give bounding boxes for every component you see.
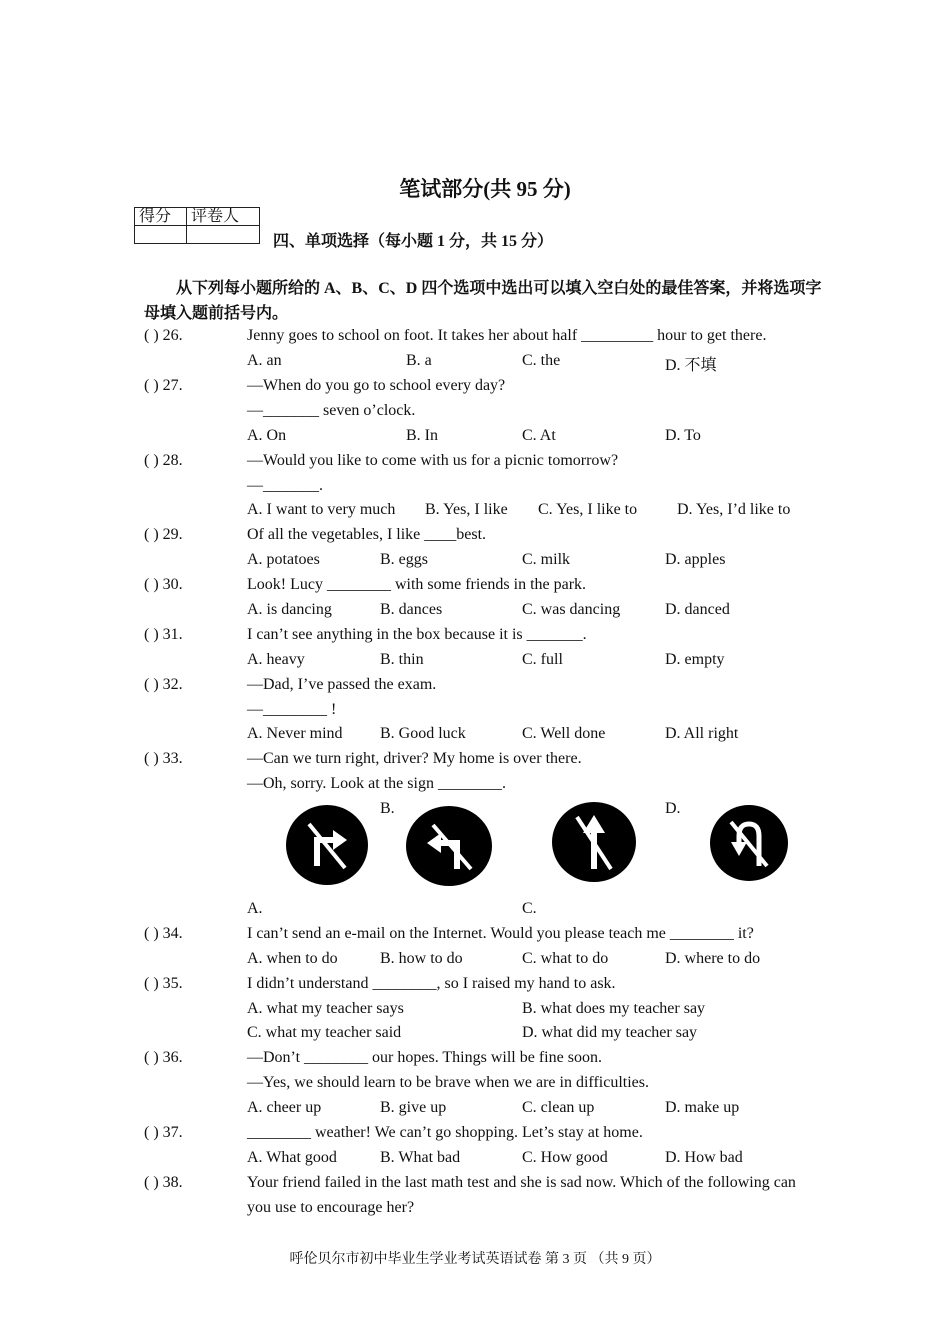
option-c: C. (522, 900, 537, 917)
section-heading: 四、单项选择（每小题 1 分，共 15 分） (273, 233, 554, 250)
option-b: B. how to do (380, 950, 463, 967)
score-table (134, 207, 260, 244)
question-stem: —_______ seven o’clock. (247, 402, 416, 419)
question-stem: —Would you like to come with us for a picnic tomorrow? (247, 452, 619, 469)
option-c: C. milk (522, 551, 571, 568)
option-d: D. (665, 800, 681, 817)
page-footer: 呼伦贝尔市初中毕业生学业考试英语试卷 第 3 页 （共 9 页） (289, 1252, 661, 1267)
option-d: D. empty (665, 651, 725, 668)
option-c: C. the (522, 352, 561, 369)
option-a: A. when to do (247, 950, 338, 967)
option-d: D. All right (665, 725, 739, 742)
option-b: B. Yes, I like (425, 501, 508, 518)
score-label: 得分 (135, 208, 187, 226)
option-a: A. is dancing (247, 601, 332, 618)
question-stem: —Don’t ________ our hopes. Things will be fine soon. (247, 1049, 602, 1066)
option-a: A. potatoes (247, 551, 320, 568)
option-a: A. I want to very much (247, 501, 396, 518)
option-d: D. make up (665, 1099, 740, 1116)
option-b: B. give up (380, 1099, 447, 1116)
question-stem: —Oh, sorry. Look at the sign ________. (247, 775, 506, 792)
option-a: A. an (247, 352, 282, 369)
option-a: A. heavy (247, 651, 305, 668)
question-stem: Your friend failed in the last math test and she is sad now. Which of the following can (247, 1174, 796, 1191)
question-stem: —_______. (247, 477, 323, 494)
option-a: A. what my teacher says (247, 1000, 404, 1017)
question-number: ( ) 29. (144, 526, 183, 543)
option-d: D. danced (665, 601, 730, 618)
option-a: A. Never mind (247, 725, 343, 742)
page-title: 笔试部分(共 95 分) (399, 177, 571, 201)
question-stem: Of all the vegetables, I like ____best. (247, 526, 487, 543)
option-a: A. cheer up (247, 1099, 322, 1116)
option-b: B. eggs (380, 551, 428, 568)
question-stem: —________ ! (247, 701, 337, 718)
option-b: B. In (406, 427, 438, 444)
question-stem: —Can we turn right, driver? My home is over there. (247, 750, 582, 767)
question-stem: Look! Lucy ________ with some friends in the park. (247, 576, 587, 593)
no-left-turn-icon (405, 805, 493, 887)
question-number: ( ) 28. (144, 452, 183, 469)
option-d: D. what did my teacher say (522, 1024, 698, 1041)
question-stem: —Yes, we should learn to be brave when we are in difficulties. (247, 1074, 649, 1091)
option-c: C. Well done (522, 725, 606, 742)
option-d: D. How bad (665, 1149, 743, 1166)
option-d: D. apples (665, 551, 726, 568)
instructions: 从下列每小题所给的 A、B、C、D 四个选项中选出可以填入空白处的最佳答案，并将选项字母填入题前括号内。 (144, 280, 822, 322)
question-stem: I can’t see anything in the box because it is _______. (247, 626, 587, 643)
question-number: ( ) 26. (144, 327, 183, 344)
question-number: ( ) 38. (144, 1174, 183, 1191)
option-c: C. Yes, I like to (538, 501, 638, 518)
question-stem: I didn’t understand ________, so I raised my hand to ask. (247, 975, 616, 992)
question-number: ( ) 35. (144, 975, 183, 992)
option-d: D. where to do (665, 950, 761, 967)
question-stem: —When do you go to school every day? (247, 377, 506, 394)
grader-cell (187, 226, 260, 244)
question-stem: I can’t send an e-mail on the Internet. Would you please teach me ________ it? (247, 925, 754, 942)
option-c: C. full (522, 651, 563, 668)
no-straight-icon (551, 801, 637, 883)
question-number: ( ) 30. (144, 576, 183, 593)
option-a: A. On (247, 427, 287, 444)
option-c: C. was dancing (522, 601, 621, 618)
question-number: ( ) 31. (144, 626, 183, 643)
question-number: ( ) 33. (144, 750, 183, 767)
option-c: C. what my teacher said (247, 1024, 402, 1041)
option-c: C. what to do (522, 950, 609, 967)
option-b: B. Good luck (380, 725, 466, 742)
option-b: B. What bad (380, 1149, 461, 1166)
question-number: ( ) 34. (144, 925, 183, 942)
question-stem: you use to encourage her? (247, 1199, 415, 1216)
question-number: ( ) 32. (144, 676, 183, 693)
option-a: A. What good (247, 1149, 337, 1166)
question-stem: —Dad, I’ve passed the exam. (247, 676, 437, 693)
question-stem: Jenny goes to school on foot. It takes her about half _________ hour to get there. (247, 327, 767, 344)
option-b: B. a (406, 352, 432, 369)
grader-label: 评卷人 (187, 208, 260, 226)
option-c: C. How good (522, 1149, 608, 1166)
no-u-turn-icon (709, 804, 789, 882)
option-b: B. what does my teacher say (522, 1000, 706, 1017)
score-cell (135, 226, 187, 244)
option-c: C. clean up (522, 1099, 595, 1116)
option-d: D. To (665, 427, 701, 444)
option-d: D. Yes, I’d like to (677, 501, 791, 518)
option-c: C. At (522, 427, 556, 444)
option-b: B. thin (380, 651, 424, 668)
question-number: ( ) 37. (144, 1124, 183, 1141)
question-number: ( ) 36. (144, 1049, 183, 1066)
no-right-turn-icon (285, 804, 369, 886)
option-b: B. (380, 800, 395, 817)
option-d: D. 不填 (665, 357, 717, 374)
question-stem: ________ weather! We can’t go shopping. Let’s stay at home. (247, 1124, 643, 1141)
option-a: A. (247, 900, 263, 917)
option-b: B. dances (380, 601, 443, 618)
question-number: ( ) 27. (144, 377, 183, 394)
